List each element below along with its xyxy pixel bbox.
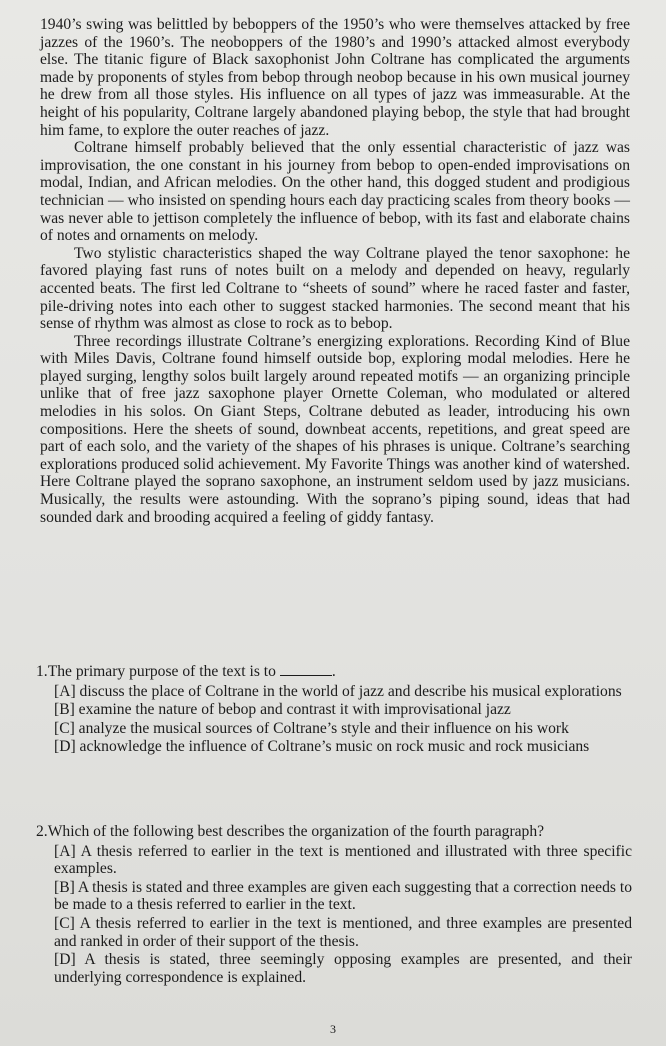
question-2-option-c: [C] A thesis referred to earlier in the text is mentioned, and three examples are presented and ranked in order of their support of the thesis. — [54, 914, 632, 950]
question-1-stem — [36, 662, 632, 681]
question-2-option-b: [B] A thesis is stated and three examples are given each suggesting that a correction needs to be made to a thesis referred to earlier in the text. — [54, 878, 632, 914]
page-number: 3 — [330, 1022, 336, 1036]
question-1-option-c: [C] analyze the musical sources of Coltrane’s style and their influence on his work — [54, 719, 569, 737]
question-2-option-d: [D] A thesis is stated, three seemingly opposing examples are presented, and their underlying correspondence is explained. — [54, 951, 632, 986]
question-1-option-b: [B] examine the nature of bebop and contrast it with improvisational jazz — [54, 701, 511, 719]
passage-paragraph-4: Three recordings illustrate Coltrane’s energizing explorations. Recording Kind of Blue with Miles Davis, Coltrane found himself outside bop, exploring modal melodies. Here he played surging, lengthy solos built largely around repeated motifs — an organizing principle unlike that of free jazz saxophone player Ornette Coleman, who modulated or altered melodies in his solos. On Giant Steps, Coltrane debuted as leader, introducing his own compositions. Here the sheets of sound, downbeat accents, repetitions, and great speed are part of each solo, and the variety of the shapes of his phrases is unique. Coltrane’s searching explorations produced solid achievement. My Favorite Things was another kind of watershed. Here Coltrane played the soprano saxophone, an instrument seldom used by jazz musicians. Musically, the results were astounding. With the soprano’s piping sound, ideas that had sounded dark and brooding acquired a feeling of giddy fantasy. — [40, 332, 630, 526]
passage-paragraph-2: Coltrane himself probably believed that the only essential characteristic of jazz was improvisation, the one constant in his journey from bebop to open-ended improvisations on modal, Indian, and African melodies. On the other hand, this dogged student and prodigious technician — who insisted on spending hours each day practicing scales from theory books — was never able to jettison completely the influence of bebop, with its fast and elaborate chains of notes and ornaments on melody. — [40, 139, 630, 245]
question-1 — [36, 662, 632, 757]
question-1-option-a: [A] discuss the place of Coltrane in the world of jazz and describe his musical explorations — [54, 682, 622, 700]
reading-passage — [40, 16, 630, 526]
answer-blank — [280, 662, 332, 676]
passage-paragraph-1: 1940’s swing was belittled by beboppers of the 1950’s who were themselves attacked by free jazzes of the 1960’s. The neoboppers of the 1980’s and 1990’s attacked almost everybody else. The titanic figure of Black saxophonist John Coltrane has complicated the arguments made by proponents of styles from bebop through neobop because in his own musical journey he drew from all those styles. His influence on all types of jazz was immeasurable. At the height of his popularity, Coltrane largely abandoned playing bebop, the style that had brought him fame, to explore the outer reaches of jazz. — [40, 16, 630, 139]
question-2-stem: 2.Which of the following best describes the organization of the fourth paragraph? — [36, 823, 545, 840]
question-1-stem-text: 1.The primary purpose of the text is to — [36, 663, 276, 680]
passage-paragraph-3: Two stylistic characteristics shaped the way Coltrane played the tenor saxophone: he favored playing fast runs of notes built on a melody and depended on heavy, regularly accented beats. The first led Coltrane to “sheets of sound” where he raced faster and faster, pile-driving notes into each other to suggest stacked harmonies. The second meant that his sense of rhythm was almost as close to rock as to bebop. — [40, 244, 630, 333]
question-1-option-d: [D] acknowledge the influence of Coltrane’s music on rock music and rock musicians — [54, 738, 590, 756]
question-1-stem-end: . — [331, 663, 336, 680]
question-2 — [36, 823, 632, 987]
question-2-option-a: [A] A thesis referred to earlier in the text is mentioned and illustrated with three specific examples. — [54, 842, 632, 878]
